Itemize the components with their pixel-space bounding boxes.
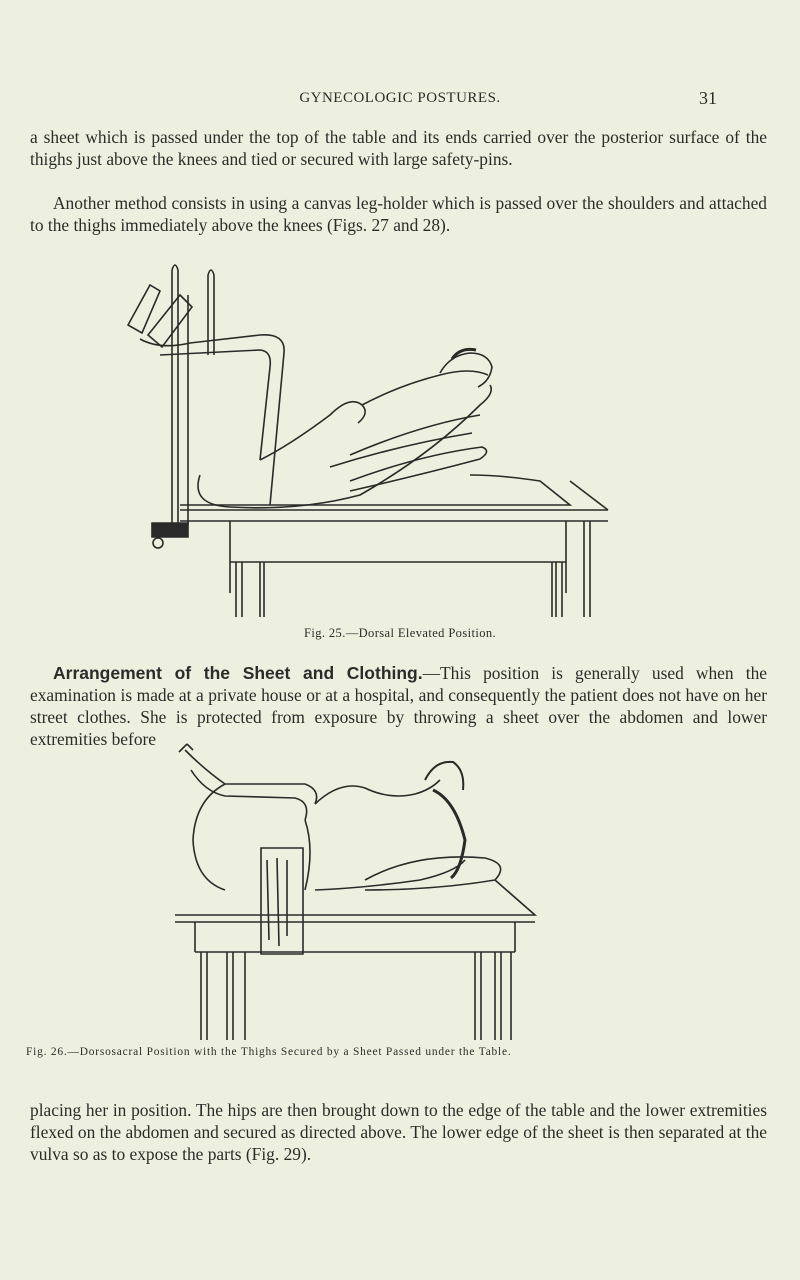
paragraph-4: placing her in position. The hips are then brought down to the edge of the table and the lower extremities flexed on the abdomen and secured as directed above. The lower edge of the sheet is then separated at the vulva so as to expose the parts (Fig. 29). [30, 1100, 767, 1164]
section-run-in-heading: Arrangement of the Sheet and Clothing. [53, 663, 423, 683]
figure-25-illustration [100, 255, 620, 617]
figure-26-caption: Fig. 26.—Dorsosacral Position with the Thighs Secured by a Sheet Passed under the Table. [26, 1046, 512, 1058]
paragraph-2: Another method consists in using a canvas leg-holder which is passed over the shoulders and attached to the thighs immediately above the knees (Figs. 27 and 28). [30, 193, 767, 235]
running-header [0, 90, 800, 114]
paragraph-3 [30, 662, 767, 750]
figure-25-caption: Fig. 25.—Dorsal Elevated Position. [303, 626, 497, 640]
paragraph-1: a sheet which is passed under the top of the table and its ends carried over the posterior surface of the thighs just above the knees and tied or secured with large safety-pins. [30, 127, 767, 169]
figure-26-illustration [165, 740, 545, 1040]
running-title: GYNECOLOGIC POSTURES. [299, 90, 501, 106]
page-number: 31 [699, 88, 717, 108]
paragraph-3-text: —This position is generally used when the examination is made at a private house or at a hospital, and consequently the patient does not have on her street clothes. She is protected from exposure by throwing a sheet over the abdomen and lower extremities before [30, 663, 768, 749]
